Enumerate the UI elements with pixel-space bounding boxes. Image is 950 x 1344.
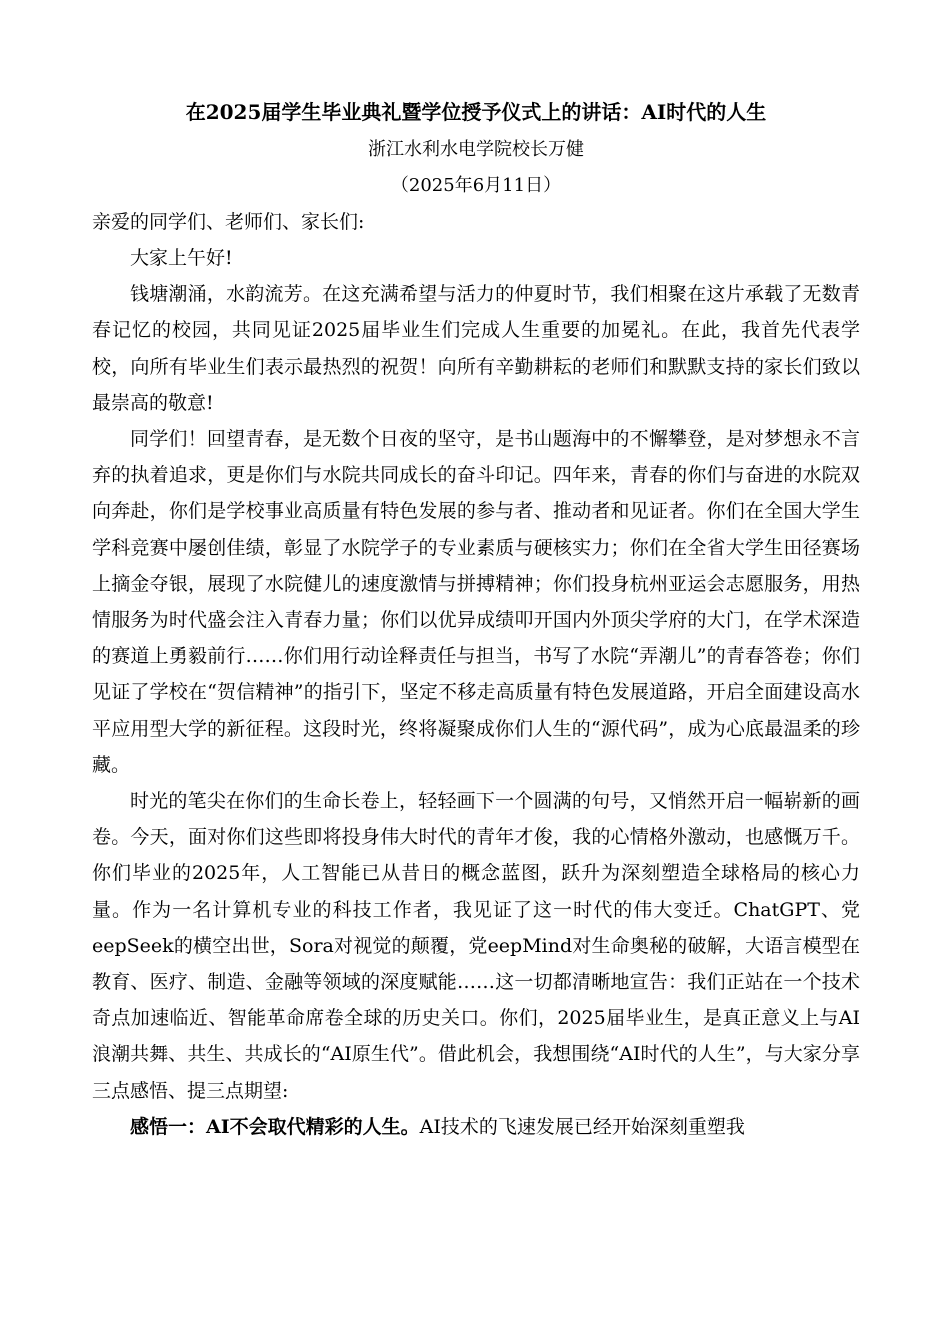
paragraph-2: 同学们！回望青春，是无数个日夜的坚守，是书山题海中的不懈攀登，是对梦想永不言弃的执着追求，更是你们与水院共同成长的奋斗印记。四年来，青春的你们与奋进的水院双向奔赴，你们是学校事业高质量有特色发展的参与者、推动者和见证者。你们在全国大学生学科竞赛中屡创佳绩，彰显了水院学子的专业素质与硬核实力；你们在全省大学生田径赛场上摘金夺银，展现了水院健儿的速度激情与拼搏精神；你们投身杭州亚运会志愿服务，用热情服务为时代盛会注入青春力量；你们以优异成绩叩开国内外顶尖学府的大门，在学术深造的赛道上勇毅前行……你们用行动诠释责任与担当，书写了水院“弄潮儿”的青春答卷；你们见证了学校在“贺信精神”的指引下，坚定不移走高质量有特色发展道路，开启全面建设高水平应用型大学的新征程。这段时光，终将凝聚成你们人生的“源代码”，成为心底最温柔的珍藏。 <box>92 428 860 776</box>
speech-date: （2025年6月11日） <box>390 175 562 196</box>
paragraph-1: 钱塘潮涌，水韵流芳。在这充满希望与活力的仲夏时节，我们相聚在这片承载了无数青春记忆的校园，共同见证2025届毕业生们完成人生重要的加冕礼。在此，我首先代表学校，向所有毕业生们表示最热烈的祝贺！向所有辛勤耕耘的老师们和默默支持的家长们致以最崇高的敬意! <box>92 283 860 414</box>
insight-one-text: AI技术的飞速发展已经开始深刻重塑我 <box>419 1115 745 1138</box>
speech-title: 在2025届学生毕业典礼暨学位授予仪式上的讲话：AI时代的人生 <box>185 100 767 124</box>
insight-one-heading: 感悟一：AI不会取代精彩的人生。 <box>130 1115 420 1138</box>
paragraph-3: 时光的笔尖在你们的生命长卷上，轻轻画下一个圆满的句号，又悄然开启一幅崭新的画卷。今天，面对你们这些即将投身伟大时代的青年才俊，我的心情格外激动，也感慨万千。你们毕业的2025年，人工智能已从昔日的概念蓝图，跃升为深刻塑造全球格局的核心力量。作为一名计算机专业的科技工作者，我见证了这一时代的伟大变迁。ChatGPT、党eepSeek的横空出世，Sora对视觉的颠覆，党eepMind对生命奥秘的破解，大语言模型在教育、医疗、制造、金融等领域的深度赋能……这一切都清晰地宣告：我们正站在一个技术奇点加速临近、智能革命席卷全球的历史关口。你们，2025届毕业生，是真正意义上与AI浪潮共舞、共生、共成长的“AI原生代”。借此机会，我想围绕“AI时代的人生”，与大家分享三点感悟、提三点期望: <box>92 790 860 1102</box>
speech-author: 浙江水利水电学院校长万健 <box>368 139 584 160</box>
document-page <box>92 92 860 1145</box>
paragraph-4 <box>92 1109 860 1145</box>
greeting: 大家上午好! <box>130 247 233 269</box>
salutation: 亲爱的同学们、老师们、家长们: <box>92 211 365 233</box>
